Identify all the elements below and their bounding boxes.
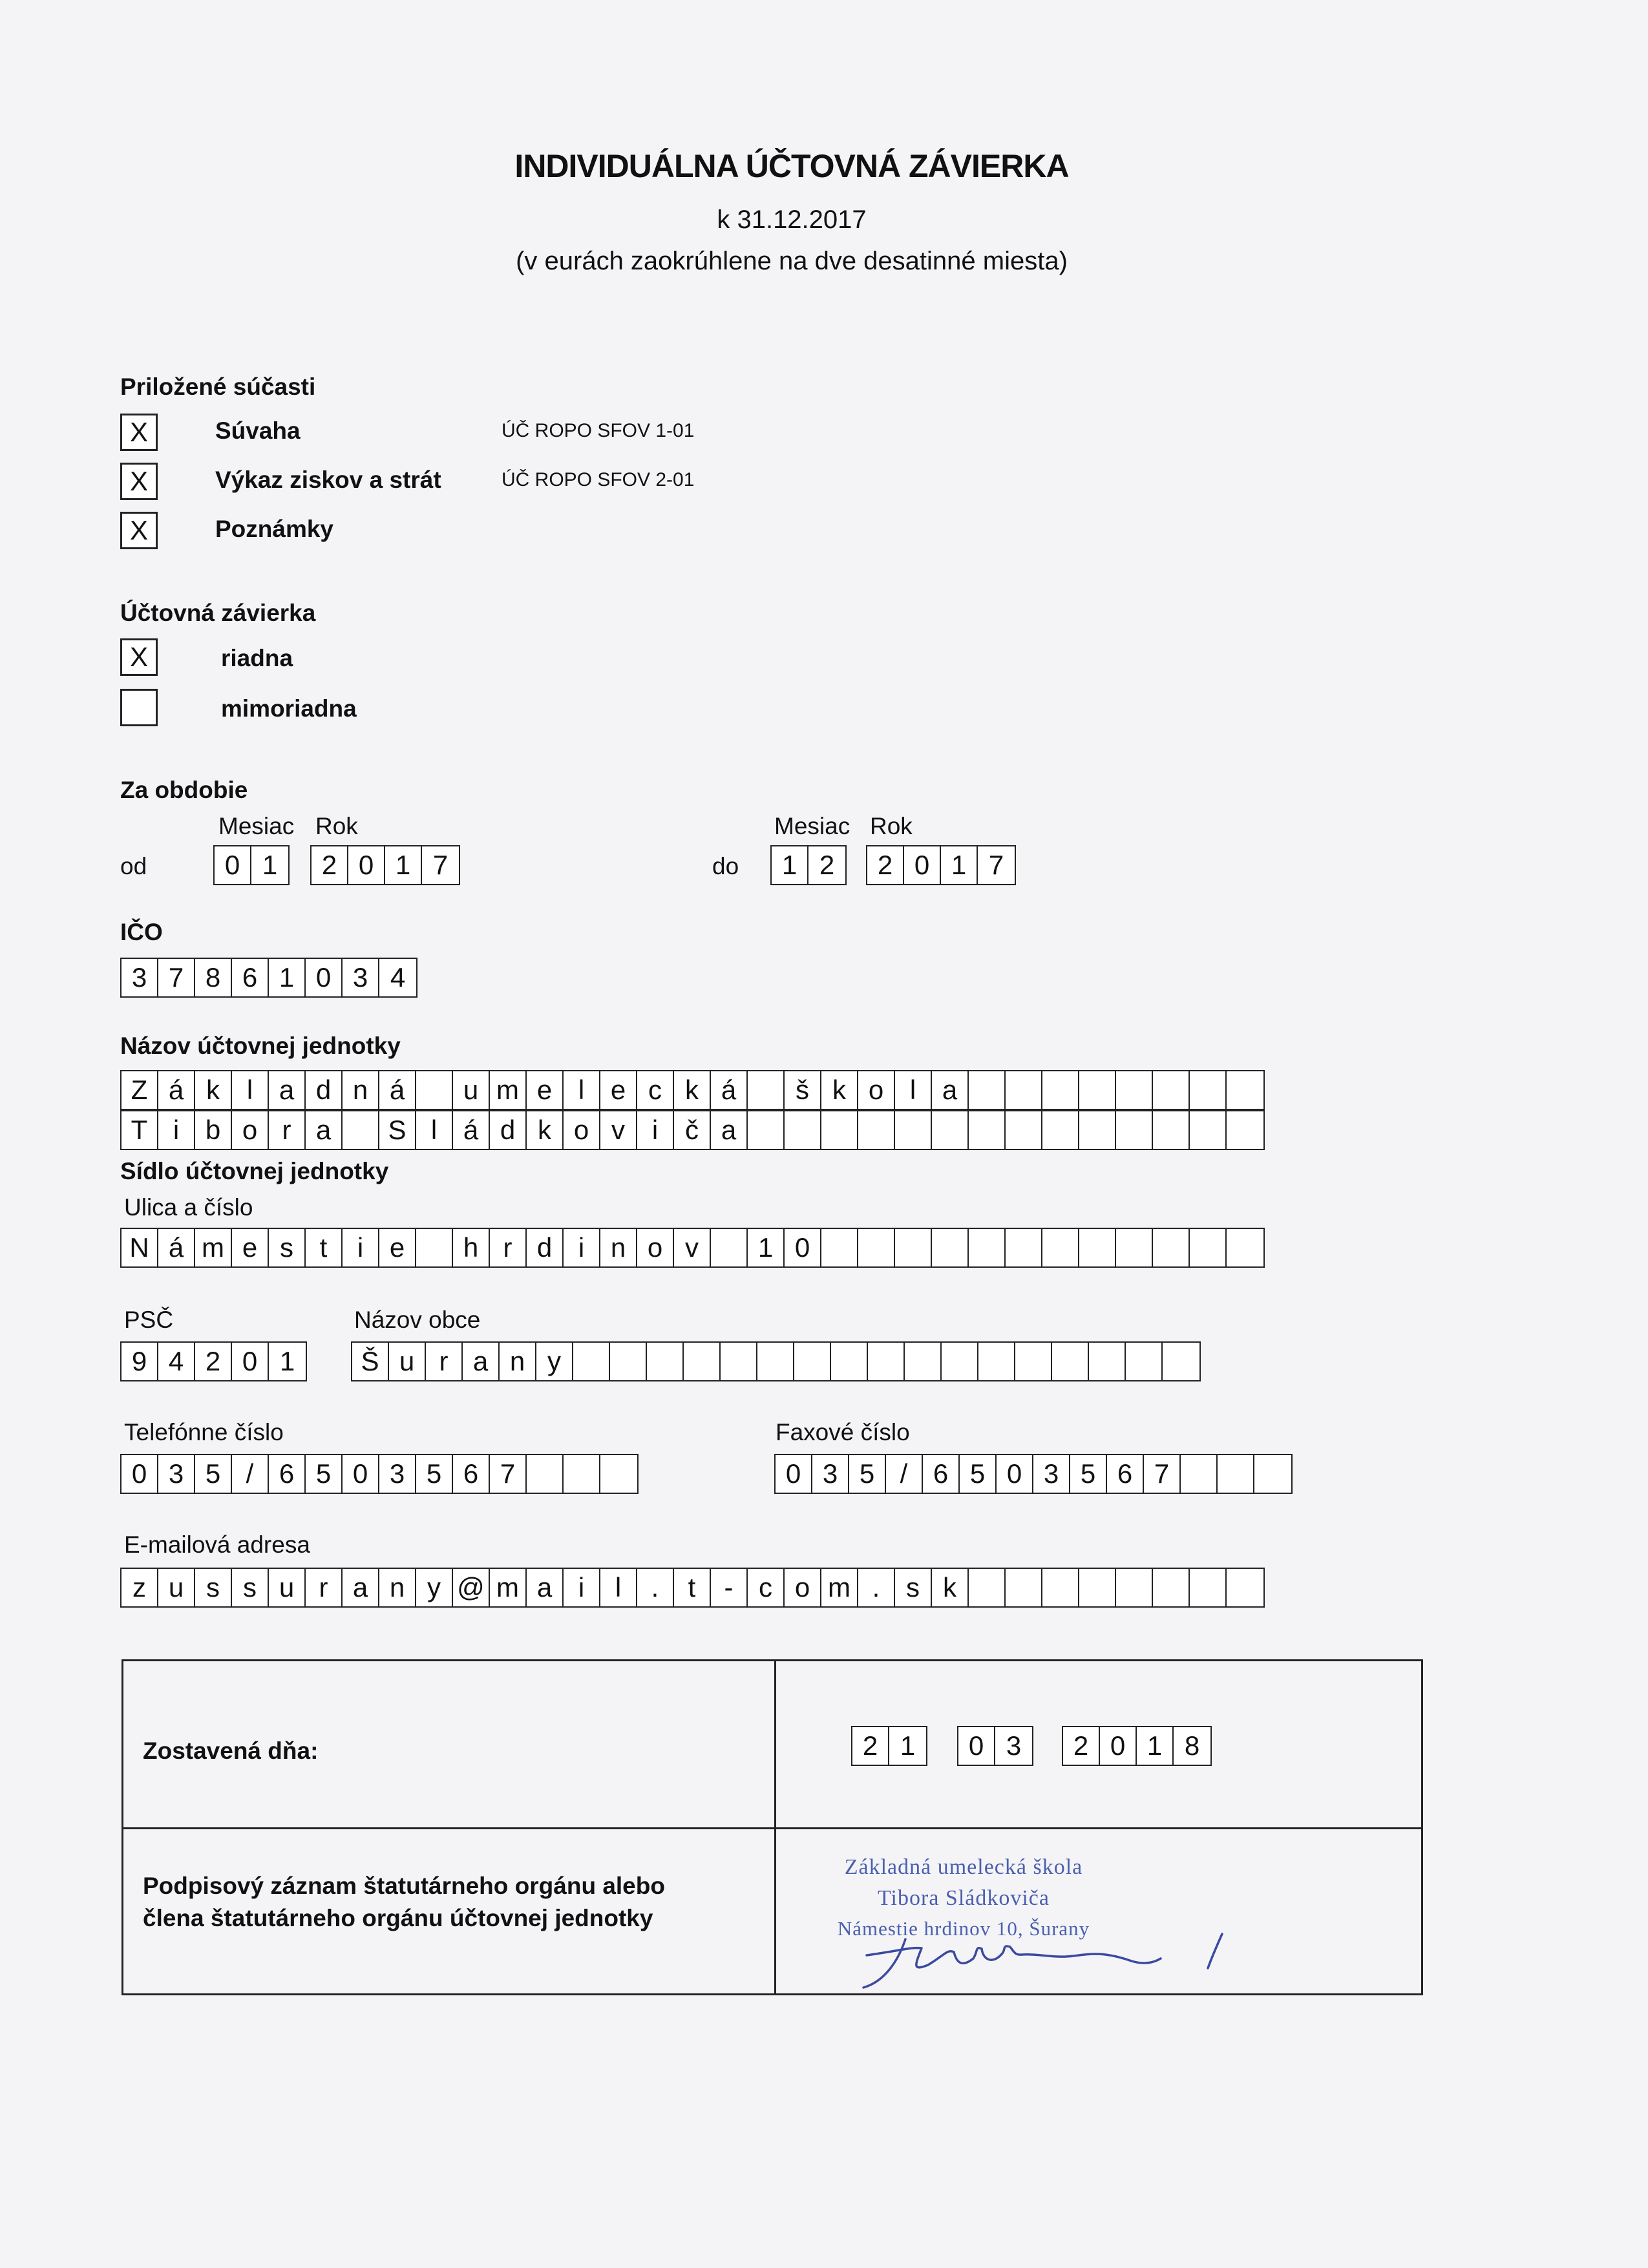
attachment-checkbox-vykaz[interactable]: X xyxy=(120,463,158,500)
char-cell: c xyxy=(637,1071,674,1109)
char-cell xyxy=(1153,1111,1190,1149)
char-cell xyxy=(1052,1343,1089,1380)
char-cell xyxy=(416,1071,453,1109)
char-cell xyxy=(1116,1111,1153,1149)
char-cell xyxy=(831,1343,868,1380)
char-cell: / xyxy=(886,1455,923,1493)
char-cell: m xyxy=(490,1569,527,1606)
char-cell xyxy=(684,1343,721,1380)
char-cell xyxy=(1190,1111,1227,1149)
period-from-year-label: Rok xyxy=(315,813,358,839)
char-cell xyxy=(858,1111,895,1149)
char-cell: @ xyxy=(453,1569,490,1606)
psc-label: PSČ xyxy=(124,1307,174,1333)
digit-cell: 2 xyxy=(819,850,835,880)
char-cell: 3 xyxy=(158,1455,195,1493)
char-cell: n xyxy=(343,1071,379,1109)
char-cell xyxy=(1079,1071,1116,1109)
char-cell: á xyxy=(158,1071,195,1109)
char-cell: i xyxy=(158,1111,195,1149)
char-cell: Š xyxy=(352,1343,389,1380)
char-cell: i xyxy=(564,1229,600,1266)
period-from-month-label: Mesiac xyxy=(218,813,295,839)
char-cell: š xyxy=(785,1071,821,1109)
digit-cell: 0 xyxy=(1100,1727,1137,1765)
char-cell: a xyxy=(932,1071,969,1109)
char-cell xyxy=(785,1111,821,1149)
digit-cell: 7 xyxy=(432,850,449,880)
char-cell: r xyxy=(269,1111,306,1149)
ico-field[interactable] xyxy=(120,958,417,998)
char-cell xyxy=(1116,1569,1153,1606)
digit-cell: 8 xyxy=(195,959,232,996)
signature-label-line-1: Podpisový záznam štatutárneho orgánu alebo xyxy=(143,1873,665,1899)
digit-cell: 3 xyxy=(1006,1730,1022,1761)
char-cell: 2 xyxy=(195,1343,232,1380)
char-cell: d xyxy=(306,1071,343,1109)
fax-field[interactable] xyxy=(774,1454,1293,1494)
digit-cell: 1 xyxy=(269,959,306,996)
digit-cell: 1 xyxy=(1137,1727,1174,1765)
char-cell: u xyxy=(269,1569,306,1606)
compiled-label: Zostavená dňa: xyxy=(143,1738,319,1764)
char-cell xyxy=(721,1343,757,1380)
char-cell: y xyxy=(536,1343,573,1380)
period-from-month[interactable] xyxy=(213,845,290,885)
char-cell xyxy=(600,1455,637,1493)
digit-cell: 7 xyxy=(988,850,1004,880)
char-cell: 5 xyxy=(849,1455,886,1493)
char-cell xyxy=(748,1111,785,1149)
char-cell xyxy=(895,1111,932,1149)
char-cell xyxy=(969,1071,1006,1109)
entity-name-row-1[interactable] xyxy=(120,1070,1265,1110)
char-cell xyxy=(1042,1111,1079,1149)
char-cell: k xyxy=(674,1071,711,1109)
city-label: Názov obce xyxy=(354,1307,481,1333)
char-cell: e xyxy=(379,1229,416,1266)
char-cell xyxy=(1227,1071,1263,1109)
char-cell xyxy=(1153,1229,1190,1266)
attachments-heading: Priložené súčasti xyxy=(120,373,316,400)
char-cell xyxy=(748,1071,785,1109)
city-field[interactable] xyxy=(351,1341,1201,1381)
digit-cell: 4 xyxy=(390,962,406,992)
char-cell: d xyxy=(527,1229,564,1266)
char-cell xyxy=(969,1569,1006,1606)
char-cell xyxy=(1254,1455,1291,1493)
char-cell xyxy=(1126,1343,1163,1380)
char-cell: 5 xyxy=(1070,1455,1107,1493)
char-cell: m xyxy=(195,1229,232,1266)
char-cell: 0 xyxy=(343,1455,379,1493)
char-cell: o xyxy=(232,1111,269,1149)
char-cell xyxy=(1116,1071,1153,1109)
char-cell xyxy=(1006,1111,1042,1149)
char-cell: r xyxy=(426,1343,463,1380)
digit-cell: 2 xyxy=(867,846,904,884)
email-label: E-mailová adresa xyxy=(124,1531,310,1558)
char-cell: S xyxy=(379,1111,416,1149)
char-cell: 5 xyxy=(416,1455,453,1493)
digit-cell: 0 xyxy=(348,846,385,884)
char-cell: 6 xyxy=(1107,1455,1144,1493)
digit-cell: 1 xyxy=(262,850,278,880)
char-cell xyxy=(978,1343,1015,1380)
period-to-year[interactable] xyxy=(866,845,1016,885)
period-from-label: od xyxy=(120,853,147,879)
char-cell: u xyxy=(453,1071,490,1109)
char-cell xyxy=(821,1111,858,1149)
char-cell: b xyxy=(195,1111,232,1149)
signature-stroke xyxy=(863,1934,1222,1988)
char-cell: d xyxy=(490,1111,527,1149)
period-to-year-label: Rok xyxy=(870,813,913,839)
closing-checkbox-mimoriadna[interactable] xyxy=(120,689,158,726)
phone-field[interactable] xyxy=(120,1454,639,1494)
digit-cell: 0 xyxy=(958,1727,995,1765)
char-cell: o xyxy=(858,1071,895,1109)
char-cell: c xyxy=(748,1569,785,1606)
digit-cell: 3 xyxy=(121,959,158,996)
char-cell: s xyxy=(232,1569,269,1606)
digit-cell: 3 xyxy=(343,959,379,996)
char-cell: e xyxy=(232,1229,269,1266)
char-cell: m xyxy=(490,1071,527,1109)
char-cell: l xyxy=(600,1569,637,1606)
char-cell xyxy=(1227,1111,1263,1149)
digit-cell: 6 xyxy=(232,959,269,996)
attachment-label-suvaha: Súvaha xyxy=(215,417,301,444)
digit-cell: 8 xyxy=(1184,1730,1200,1761)
char-cell xyxy=(1042,1569,1079,1606)
char-cell: 3 xyxy=(379,1455,416,1493)
period-to-month-label: Mesiac xyxy=(774,813,850,839)
char-cell: e xyxy=(527,1071,564,1109)
char-cell: v xyxy=(600,1111,637,1149)
char-cell: 6 xyxy=(269,1455,306,1493)
char-cell xyxy=(1190,1071,1227,1109)
char-cell xyxy=(416,1229,453,1266)
period-to-label: do xyxy=(712,853,739,879)
char-cell xyxy=(969,1229,1006,1266)
char-cell: n xyxy=(379,1569,416,1606)
char-cell xyxy=(969,1111,1006,1149)
char-cell xyxy=(1006,1569,1042,1606)
char-cell: 1 xyxy=(748,1229,785,1266)
entity-seat-label: Sídlo účtovnej jednotky xyxy=(120,1158,389,1184)
char-cell xyxy=(610,1343,647,1380)
char-cell xyxy=(932,1229,969,1266)
char-cell: 3 xyxy=(812,1455,849,1493)
street-field[interactable] xyxy=(120,1228,1265,1268)
char-cell xyxy=(794,1343,831,1380)
char-cell xyxy=(1015,1343,1052,1380)
char-cell: l xyxy=(895,1071,932,1109)
char-cell: á xyxy=(453,1111,490,1149)
char-cell: 0 xyxy=(121,1455,158,1493)
char-cell xyxy=(932,1111,969,1149)
char-cell: i xyxy=(343,1229,379,1266)
char-cell xyxy=(1227,1569,1263,1606)
char-cell: z xyxy=(121,1569,158,1606)
char-cell xyxy=(1190,1229,1227,1266)
char-cell: s xyxy=(269,1229,306,1266)
char-cell xyxy=(647,1343,684,1380)
char-cell: k xyxy=(527,1111,564,1149)
char-cell: e xyxy=(600,1071,637,1109)
char-cell xyxy=(1153,1071,1190,1109)
char-cell xyxy=(1042,1229,1079,1266)
char-cell xyxy=(564,1455,600,1493)
char-cell: k xyxy=(821,1071,858,1109)
char-cell: o xyxy=(564,1111,600,1149)
char-cell xyxy=(1079,1229,1116,1266)
char-cell xyxy=(1227,1229,1263,1266)
digit-cell: 1 xyxy=(772,846,808,884)
char-cell: á xyxy=(711,1071,748,1109)
attachment-code-suvaha: ÚČ ROPO SFOV 1-01 xyxy=(502,420,695,441)
period-to-month[interactable] xyxy=(770,845,847,885)
char-cell xyxy=(1116,1229,1153,1266)
char-cell xyxy=(1153,1569,1190,1606)
compiled-month[interactable] xyxy=(957,1726,1033,1766)
ico-label: IČO xyxy=(120,919,163,945)
char-cell: a xyxy=(269,1071,306,1109)
char-cell: 0 xyxy=(997,1455,1033,1493)
char-cell: Z xyxy=(121,1071,158,1109)
char-cell: h xyxy=(453,1229,490,1266)
table-divider-vertical xyxy=(774,1661,776,1993)
char-cell: 7 xyxy=(1144,1455,1181,1493)
char-cell: m xyxy=(821,1569,858,1606)
char-cell: 5 xyxy=(306,1455,343,1493)
char-cell: o xyxy=(637,1229,674,1266)
table-divider-horizontal xyxy=(123,1827,1421,1829)
document-date: k 31.12.2017 xyxy=(717,205,867,234)
char-cell: a xyxy=(711,1111,748,1149)
char-cell: á xyxy=(158,1229,195,1266)
char-cell: 5 xyxy=(195,1455,232,1493)
char-cell: - xyxy=(711,1569,748,1606)
attachment-label-vykaz: Výkaz ziskov a strát xyxy=(215,467,441,493)
char-cell: 9 xyxy=(121,1343,158,1380)
char-cell xyxy=(1079,1111,1116,1149)
char-cell: s xyxy=(895,1569,932,1606)
char-cell xyxy=(1042,1071,1079,1109)
char-cell: a xyxy=(527,1569,564,1606)
signature-label-line-2: člena štatutárneho orgánu účtovnej jednotky xyxy=(143,1905,653,1931)
digit-cell: 2 xyxy=(1063,1727,1100,1765)
char-cell xyxy=(711,1229,748,1266)
char-cell xyxy=(343,1111,379,1149)
digit-cell: 0 xyxy=(306,959,343,996)
char-cell: č xyxy=(674,1111,711,1149)
char-cell: . xyxy=(637,1569,674,1606)
street-label: Ulica a číslo xyxy=(124,1194,253,1221)
char-cell: y xyxy=(416,1569,453,1606)
document-title: INDIVIDUÁLNA ÚČTOVNÁ ZÁVIERKA xyxy=(514,148,1069,184)
char-cell: n xyxy=(500,1343,536,1380)
char-cell xyxy=(1190,1569,1227,1606)
entity-name-row-2[interactable] xyxy=(120,1110,1265,1150)
char-cell: / xyxy=(232,1455,269,1493)
char-cell: 4 xyxy=(158,1343,195,1380)
char-cell: u xyxy=(389,1343,426,1380)
digit-cell: 7 xyxy=(158,959,195,996)
digit-cell: 0 xyxy=(215,846,251,884)
char-cell: 3 xyxy=(1033,1455,1070,1493)
char-cell xyxy=(1079,1569,1116,1606)
char-cell: v xyxy=(674,1229,711,1266)
char-cell xyxy=(1006,1071,1042,1109)
char-cell: á xyxy=(379,1071,416,1109)
char-cell xyxy=(573,1343,610,1380)
document-note: (v eurách zaokrúhlene na dve desatinné miesta) xyxy=(516,247,1068,275)
stamp-line-1: Základná umelecká škola xyxy=(844,1855,1083,1879)
digit-cell: 1 xyxy=(900,1730,916,1761)
attachment-checkbox-poznamky[interactable]: X xyxy=(120,512,158,549)
closing-checkbox-riadna[interactable]: X xyxy=(120,638,158,676)
char-cell xyxy=(527,1455,564,1493)
char-cell: 6 xyxy=(453,1455,490,1493)
stamp-line-2: Tibora Sládkoviča xyxy=(877,1886,1050,1910)
entity-name-label: Názov účtovnej jednotky xyxy=(120,1033,401,1059)
char-cell: r xyxy=(306,1569,343,1606)
char-cell: t xyxy=(306,1229,343,1266)
char-cell: u xyxy=(158,1569,195,1606)
digit-cell: 1 xyxy=(941,846,978,884)
signature-table xyxy=(121,1659,1423,1995)
closing-heading: Účtovná závierka xyxy=(120,600,316,626)
char-cell xyxy=(868,1343,905,1380)
char-cell: 6 xyxy=(923,1455,960,1493)
char-cell: a xyxy=(306,1111,343,1149)
char-cell xyxy=(1006,1229,1042,1266)
char-cell: k xyxy=(932,1569,969,1606)
char-cell: 0 xyxy=(232,1343,269,1380)
char-cell xyxy=(858,1229,895,1266)
psc-field[interactable] xyxy=(120,1341,307,1381)
char-cell: k xyxy=(195,1071,232,1109)
char-cell: . xyxy=(858,1569,895,1606)
period-heading: Za obdobie xyxy=(120,777,248,803)
char-cell: i xyxy=(564,1569,600,1606)
attachment-checkbox-suvaha[interactable]: X xyxy=(120,414,158,451)
fax-label: Faxové číslo xyxy=(776,1419,910,1445)
digit-cell: 2 xyxy=(852,1727,889,1765)
char-cell: o xyxy=(785,1569,821,1606)
char-cell: 1 xyxy=(279,1346,295,1376)
char-cell xyxy=(1163,1343,1199,1380)
compiled-year[interactable] xyxy=(1062,1726,1212,1766)
char-cell: a xyxy=(463,1343,500,1380)
char-cell: t xyxy=(674,1569,711,1606)
char-cell xyxy=(1089,1343,1126,1380)
attachment-label-poznamky: Poznámky xyxy=(215,516,334,542)
digit-cell: 2 xyxy=(312,846,348,884)
char-cell: n xyxy=(600,1229,637,1266)
char-cell xyxy=(905,1343,942,1380)
attachment-code-vykaz: ÚČ ROPO SFOV 2-01 xyxy=(502,469,695,490)
char-cell xyxy=(757,1343,794,1380)
char-cell xyxy=(1181,1455,1218,1493)
char-cell: r xyxy=(490,1229,527,1266)
char-cell xyxy=(821,1229,858,1266)
char-cell: s xyxy=(195,1569,232,1606)
closing-label-mimoriadna: mimoriadna xyxy=(221,695,357,722)
email-field[interactable] xyxy=(120,1568,1265,1608)
char-cell: 7 xyxy=(490,1455,527,1493)
phone-label: Telefónne číslo xyxy=(124,1419,284,1445)
char-cell: 0 xyxy=(776,1455,812,1493)
char-cell: N xyxy=(121,1229,158,1266)
stamp-line-3: Námestie hrdinov 10, Šurany xyxy=(837,1917,1090,1940)
closing-label-riadna: riadna xyxy=(221,645,293,671)
period-from-year[interactable] xyxy=(310,845,460,885)
digit-cell: 0 xyxy=(904,846,941,884)
digit-cell: 1 xyxy=(385,846,422,884)
char-cell: l xyxy=(416,1111,453,1149)
char-cell xyxy=(942,1343,978,1380)
char-cell: 0 xyxy=(785,1229,821,1266)
char-cell: T xyxy=(121,1111,158,1149)
signature-mark xyxy=(808,1920,1338,1994)
char-cell xyxy=(895,1229,932,1266)
char-cell: i xyxy=(637,1111,674,1149)
char-cell: l xyxy=(232,1071,269,1109)
char-cell: l xyxy=(564,1071,600,1109)
char-cell: 5 xyxy=(960,1455,997,1493)
char-cell: a xyxy=(343,1569,379,1606)
char-cell xyxy=(1218,1455,1254,1493)
compiled-day[interactable] xyxy=(851,1726,927,1766)
